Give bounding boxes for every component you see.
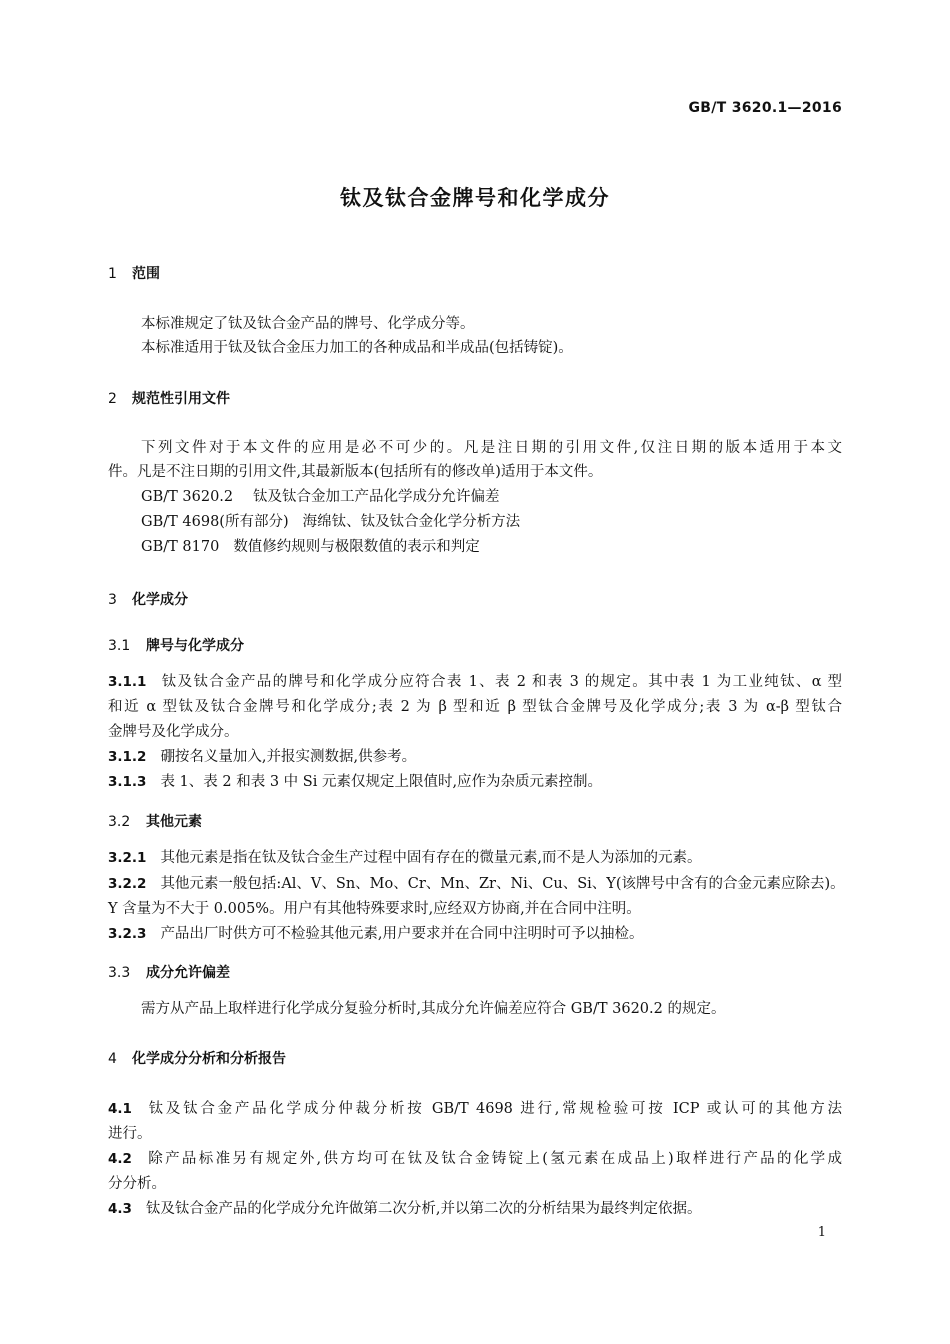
- clause-3-2-2-line-1: 3.2.2 其他元素一般包括:Al、V、Sn、Mo、Cr、Mn、Zr、Ni、Cu、Si、Y(该牌号中含有的合金元素应除去)。: [108, 876, 845, 892]
- clause-3-1-3: 3.1.3 表 1、表 2 和表 3 中 Si 元素仅规定上限值时,应作为杂质元素控制。: [108, 774, 603, 790]
- section-3-2-heading: 3.2 其他元素: [108, 814, 202, 830]
- section-2-heading: 2 规范性引用文件: [108, 391, 230, 407]
- clause-3-2-1: 3.2.1 其他元素是指在钛及钛合金生产过程中固有存在的微量元素,而不是人为添加的元素。: [108, 850, 702, 866]
- clause-3-1-1-line-1: 3.1.1 钛及钛合金产品的牌号和化学成分应符合表 1、表 2 和表 3 的规定。其中表 1 为工业纯钛、α 型: [108, 674, 842, 690]
- clause-4-2-line-1: 4.2 除产品标准另有规定外,供方均可在钛及钛合金铸锭上(氢元素在成品上)取样进行产品的化学成: [108, 1151, 842, 1167]
- section-3-1-heading: 3.1 牌号与化学成分: [108, 638, 244, 654]
- clause-3-1-2: 3.1.2 硼按名义量加入,并报实测数据,供参考。: [108, 749, 417, 765]
- clause-4-1-line-1: 4.1 钛及钛合金产品化学成分仲裁分析按 GB/T 4698 进行,常规检验可按 ICP 或认可的其他方法: [108, 1101, 842, 1117]
- section-1-heading: 1 范围: [108, 266, 160, 282]
- reference-item: GB/T 8170 数值修约规则与极限数值的表示和判定: [141, 539, 480, 555]
- section-1-paragraph-2: 本标准适用于钛及钛合金压力加工的各种成品和半成品(包括铸锭)。: [141, 340, 573, 356]
- section-2-intro-line-2: 件。凡是不注日期的引用文件,其最新版本(包括所有的修改单)适用于本文件。: [108, 464, 603, 480]
- clause-4-2-line-2: 分分析。: [108, 1176, 166, 1192]
- document-title: 钛及钛合金牌号和化学成分: [340, 186, 610, 210]
- section-4-heading: 4 化学成分分析和分析报告: [108, 1051, 286, 1067]
- reference-item: GB/T 3620.2 钛及钛合金加工产品化学成分允许偏差: [141, 489, 500, 505]
- clause-4-1-line-2: 进行。: [108, 1126, 152, 1142]
- page-number: 1: [817, 1225, 826, 1240]
- clause-3-2-2-line-2: Y 含量为不大于 0.005%。用户有其他特殊要求时,应经双方协商,并在合同中注明。: [108, 901, 641, 917]
- clause-3-1-1-line-3: 金牌号及化学成分。: [108, 724, 239, 740]
- clause-4-3: 4.3 钛及钛合金产品的化学成分允许做第二次分析,并以第二次的分析结果为最终判定依据。: [108, 1201, 702, 1217]
- clause-3-1-1-line-2: 和近 α 型钛及钛合金牌号和化学成分;表 2 为 β 型和近 β 型钛合金牌号及化学成分;表 3 为 α-β 型钛合: [108, 699, 842, 715]
- section-3-3-paragraph: 需方从产品上取样进行化学成分复验分析时,其成分允许偏差应符合 GB/T 3620.2 的规定。: [141, 1001, 726, 1017]
- section-3-3-heading: 3.3 成分允许偏差: [108, 965, 230, 981]
- clause-3-2-3: 3.2.3 产品出厂时供方可不检验其他元素,用户要求并在合同中注明时可予以抽检。: [108, 926, 644, 942]
- section-3-heading: 3 化学成分: [108, 592, 188, 608]
- standard-number: GB/T 3620.1—2016: [688, 100, 842, 116]
- section-2-intro-line-1: 下列文件对于本文件的应用是必不可少的。凡是注日期的引用文件,仅注日期的版本适用于本文: [141, 440, 842, 456]
- section-1-paragraph-1: 本标准规定了钛及钛合金产品的牌号、化学成分等。: [141, 316, 475, 332]
- reference-item: GB/T 4698(所有部分) 海绵钛、钛及钛合金化学分析方法: [141, 514, 521, 530]
